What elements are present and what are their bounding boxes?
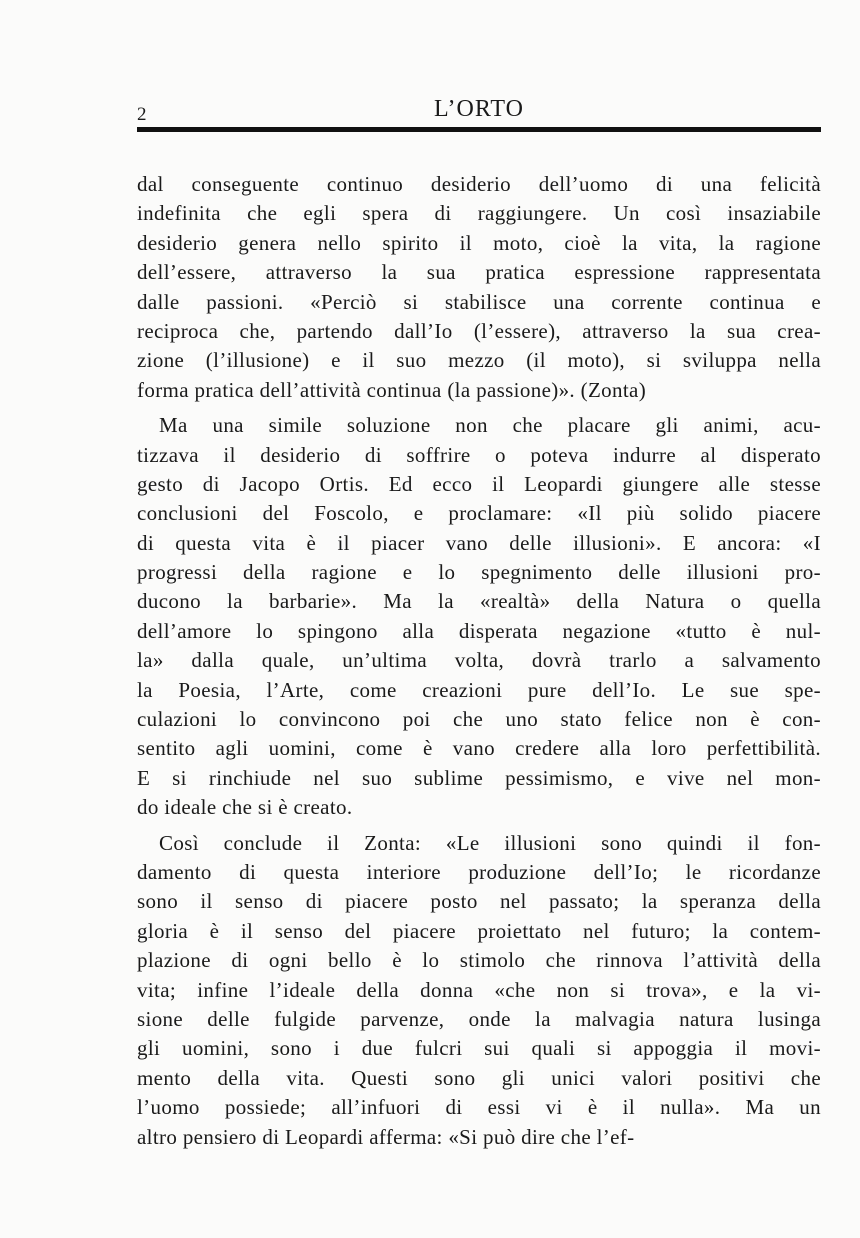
text-line: sono il senso di piacere posto nel passato; la speranza della <box>137 889 821 914</box>
text-line: dell’amore lo spingono alla disperata negazione «tutto è nul- <box>137 618 821 643</box>
text-line: la» dalla quale, un’ultima volta, dovrà trarlo a salvamento <box>137 648 821 673</box>
text-line: conclusioni del Foscolo, e proclamare: «Il più solido piacere <box>137 501 821 526</box>
page-number: 2 <box>137 104 147 125</box>
paragraph <box>137 170 821 405</box>
body-text <box>137 170 821 1152</box>
text-line: damento di questa interiore produzione dell’Io; le ricordanze <box>137 859 821 884</box>
text-line: gesto di Jacopo Ortis. Ed ecco il Leopardi giungere alle stesse <box>137 471 821 496</box>
header-rule <box>137 127 821 132</box>
text-line: culazioni lo convincono poi che uno stato felice non è con- <box>137 707 821 732</box>
text-line: reciproca che, partendo dall’Io (l’essere), attraverso la sua crea- <box>137 318 821 343</box>
text-line: gli uomini, sono i due fulcri sui quali si appoggia il movi- <box>137 1036 821 1061</box>
text-line: vita; infine l’ideale della donna «che non si trova», e la vi- <box>137 977 821 1002</box>
paragraph <box>137 411 821 822</box>
text-line: E si rinchiude nel suo sublime pessimismo, e vive nel mon- <box>137 765 821 790</box>
text-line: sentito agli uomini, come è vano credere alla loro perfettibilità. <box>137 736 821 761</box>
text-line: dell’essere, attraverso la sua pratica espressione rappresentata <box>137 260 821 285</box>
text-line: sione delle fulgide parvenze, onde la malvagia natura lusinga <box>137 1006 821 1031</box>
text-line: zione (l’illusione) e il suo mezzo (il moto), si sviluppa nella <box>137 348 821 373</box>
text-line: desiderio genera nello spirito il moto, cioè la vita, la ragione <box>137 230 821 255</box>
text-line: forma pratica dell’attività continua (la passione)». (Zonta) <box>137 377 647 402</box>
text-line: ducono la barbarie». Ma la «realtà» della Natura o quella <box>137 589 821 614</box>
text-line: indefinita che egli spera di raggiungere. Un così insaziabile <box>137 201 821 226</box>
text-line: la Poesia, l’Arte, come creazioni pure dell’Io. Le sue spe- <box>137 677 821 702</box>
text-line: do ideale che si è creato. <box>137 795 353 820</box>
text-line: dal conseguente continuo desiderio dell’uomo di una felicità <box>137 172 821 196</box>
running-title: L’ORTO <box>434 96 524 122</box>
text-line: altro pensiero di Leopardi afferma: «Si può dire che l’ef- <box>137 1124 635 1149</box>
text-line: Ma una simile soluzione non che placare gli animi, acu- <box>159 413 821 438</box>
text-line: dalle passioni. «Perciò si stabilisce una corrente continua e <box>137 289 821 314</box>
text-line: plazione di ogni bello è lo stimolo che rinnova l’attività della <box>137 948 821 973</box>
text-line: mento della vita. Questi sono gli unici valori positivi che <box>137 1065 821 1090</box>
paragraph <box>137 829 821 1152</box>
text-line: gloria è il senso del piacere proiettato nel futuro; la contem- <box>137 918 821 943</box>
text-line: progressi della ragione e lo spegnimento delle illusioni pro- <box>137 560 821 585</box>
text-line: l’uomo possiede; all’infuori di essi vi è il nulla». Ma un <box>137 1095 821 1120</box>
text-line: tizzava il desiderio di soffrire o poteva indurre al disperato <box>137 442 821 467</box>
text-line: Così conclude il Zonta: «Le illusioni sono quindi il fon- <box>159 830 821 855</box>
text-line: di questa vita è il piacer vano delle illusioni». E ancora: «I <box>137 530 821 555</box>
